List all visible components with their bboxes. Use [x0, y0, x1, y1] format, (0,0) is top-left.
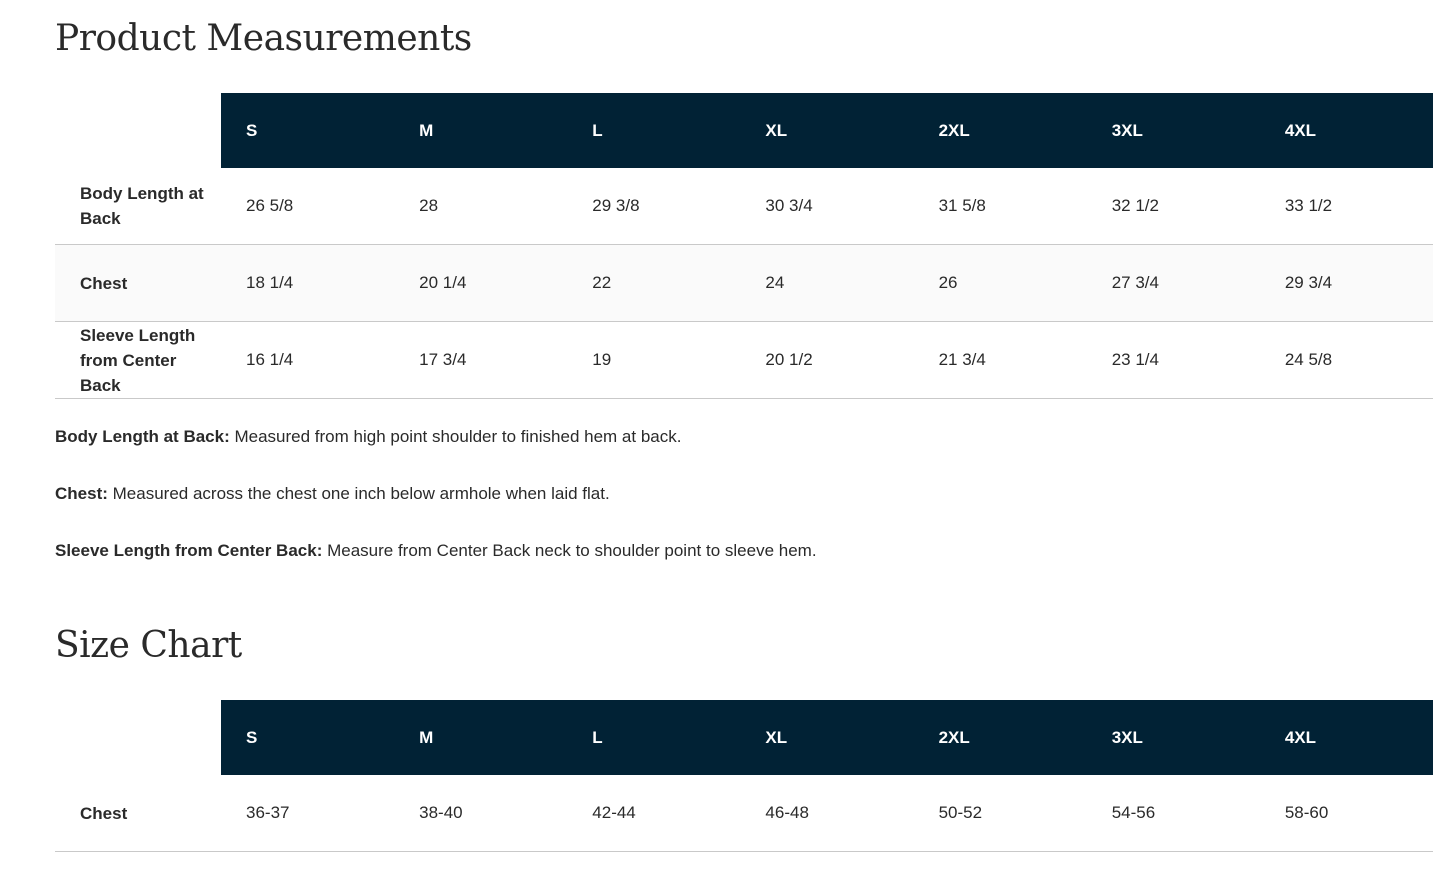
note-text: Measured across the chest one inch below armhole when laid flat. [107, 484, 610, 503]
row-label: Chest [55, 245, 221, 322]
table-row [55, 775, 1433, 852]
size-chart-header-row [55, 700, 1433, 775]
size-header: 4XL [1260, 700, 1433, 775]
table-cell: 38-40 [394, 775, 567, 852]
table-row [55, 322, 1433, 399]
table-cell: 22 [567, 245, 740, 322]
size-header: L [567, 700, 740, 775]
table-cell: 21 3/4 [914, 322, 1087, 399]
table-cell: 19 [567, 322, 740, 399]
note-text: Measure from Center Back neck to shoulder point to sleeve hem. [322, 541, 817, 560]
measurements-header-row [55, 93, 1433, 168]
table-cell: 24 [740, 245, 913, 322]
table-cell: 42-44 [567, 775, 740, 852]
note-sleeve-length [55, 540, 1355, 561]
table-cell: 54-56 [1087, 775, 1260, 852]
table-cell: 50-52 [914, 775, 1087, 852]
header-corner [55, 93, 221, 168]
table-cell: 36-37 [221, 775, 394, 852]
size-header: 2XL [914, 700, 1087, 775]
size-chart-title: Size Chart [55, 625, 242, 666]
note-term: Body Length at Back: [55, 427, 230, 446]
measurement-notes [55, 426, 1355, 597]
row-label: Body Length at Back [55, 168, 221, 245]
size-header: L [567, 93, 740, 168]
table-row [55, 168, 1433, 245]
size-header: S [221, 700, 394, 775]
measurements-title: Product Measurements [55, 18, 472, 59]
table-cell: 31 5/8 [914, 168, 1087, 245]
table-cell: 32 1/2 [1087, 168, 1260, 245]
table-row [55, 245, 1433, 322]
row-label: Chest [55, 775, 221, 852]
table-cell: 16 1/4 [221, 322, 394, 399]
table-cell: 17 3/4 [394, 322, 567, 399]
table-cell: 33 1/2 [1260, 168, 1433, 245]
table-cell: 46-48 [740, 775, 913, 852]
table-cell: 18 1/4 [221, 245, 394, 322]
note-term: Chest: [55, 484, 108, 503]
size-header: XL [740, 700, 913, 775]
size-chart-table [55, 700, 1433, 852]
size-header: M [394, 700, 567, 775]
table-cell: 20 1/2 [740, 322, 913, 399]
table-cell: 26 [914, 245, 1087, 322]
table-cell: 58-60 [1260, 775, 1433, 852]
table-cell: 20 1/4 [394, 245, 567, 322]
table-cell: 28 [394, 168, 567, 245]
note-text: Measured from high point shoulder to finished hem at back. [229, 427, 682, 446]
note-chest [55, 483, 1355, 504]
header-corner [55, 700, 221, 775]
note-body-length [55, 426, 1355, 447]
table-cell: 26 5/8 [221, 168, 394, 245]
size-header: 2XL [914, 93, 1087, 168]
note-term: Sleeve Length from Center Back: [55, 541, 323, 560]
size-header: 3XL [1087, 700, 1260, 775]
table-cell: 23 1/4 [1087, 322, 1260, 399]
size-header: M [394, 93, 567, 168]
table-cell: 27 3/4 [1087, 245, 1260, 322]
table-cell: 24 5/8 [1260, 322, 1433, 399]
size-header: XL [740, 93, 913, 168]
size-header: S [221, 93, 394, 168]
table-cell: 30 3/4 [740, 168, 913, 245]
size-header: 3XL [1087, 93, 1260, 168]
table-cell: 29 3/4 [1260, 245, 1433, 322]
measurements-table [55, 93, 1433, 399]
row-label: Sleeve Length from Center Back [55, 322, 221, 399]
table-cell: 29 3/8 [567, 168, 740, 245]
size-header: 4XL [1260, 93, 1433, 168]
